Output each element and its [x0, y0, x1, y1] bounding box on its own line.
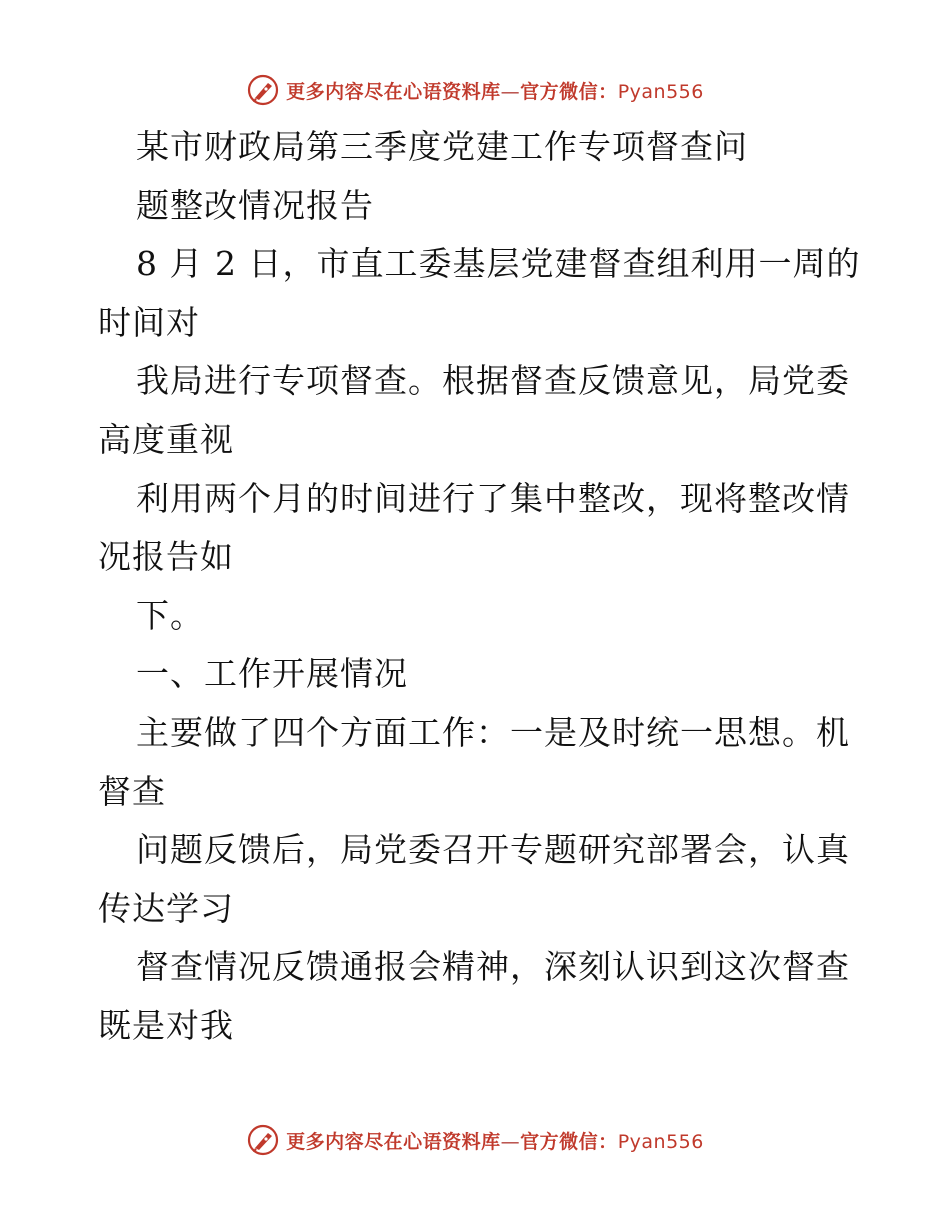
footer-banner — [0, 1120, 950, 1160]
text-line: 时间对 — [98, 302, 200, 342]
pen-nib-circle-icon — [246, 1123, 280, 1157]
text-line: 8 月 2 日，市直工委基层党建督查组利用一周的 — [136, 244, 861, 284]
text-line: 传达学习 — [98, 888, 234, 928]
text-line: 题整改情况报告 — [136, 185, 374, 225]
text-line: 督查 — [98, 771, 166, 811]
text-line: 高度重视 — [98, 419, 234, 459]
text-line: 某市财政局第三季度党建工作专项督查问 — [136, 127, 748, 166]
banner-wechat-id: Pyan556 — [617, 1130, 704, 1153]
banner-dash: — — [500, 1130, 521, 1153]
text-line: 既是对我 — [98, 1005, 234, 1045]
banner-part1: 更多内容尽在心语资料库 — [286, 1130, 501, 1153]
header-banner — [0, 70, 950, 110]
text-line: 下。 — [136, 595, 204, 635]
banner-text — [286, 1127, 704, 1154]
banner-part2: 官方微信： — [520, 1130, 618, 1153]
text-line: 况报告如 — [98, 537, 234, 577]
banner-part1: 更多内容尽在心语资料库 — [286, 80, 501, 103]
text-line: 我局进行专项督查。根据督查反馈意见，局党委 — [136, 361, 850, 401]
pen-nib-circle-icon — [246, 73, 280, 107]
text-line: 督查情况反馈通报会精神，深刻认识到这次督查 — [136, 947, 850, 987]
banner-text — [286, 77, 704, 104]
text-line: 利用两个月的时间进行了集中整改，现将整改情 — [136, 478, 850, 518]
document-body — [98, 118, 861, 1056]
text-line: 主要做了四个方面工作：一是及时统一思想。机 — [136, 712, 850, 752]
banner-part2: 官方微信： — [520, 80, 618, 103]
text-line: 问题反馈后，局党委召开专题研究部署会，认真 — [136, 830, 850, 870]
banner-wechat-id: Pyan556 — [617, 80, 704, 103]
text-line: 一、工作开展情况 — [136, 654, 408, 694]
banner-dash: — — [500, 80, 521, 103]
